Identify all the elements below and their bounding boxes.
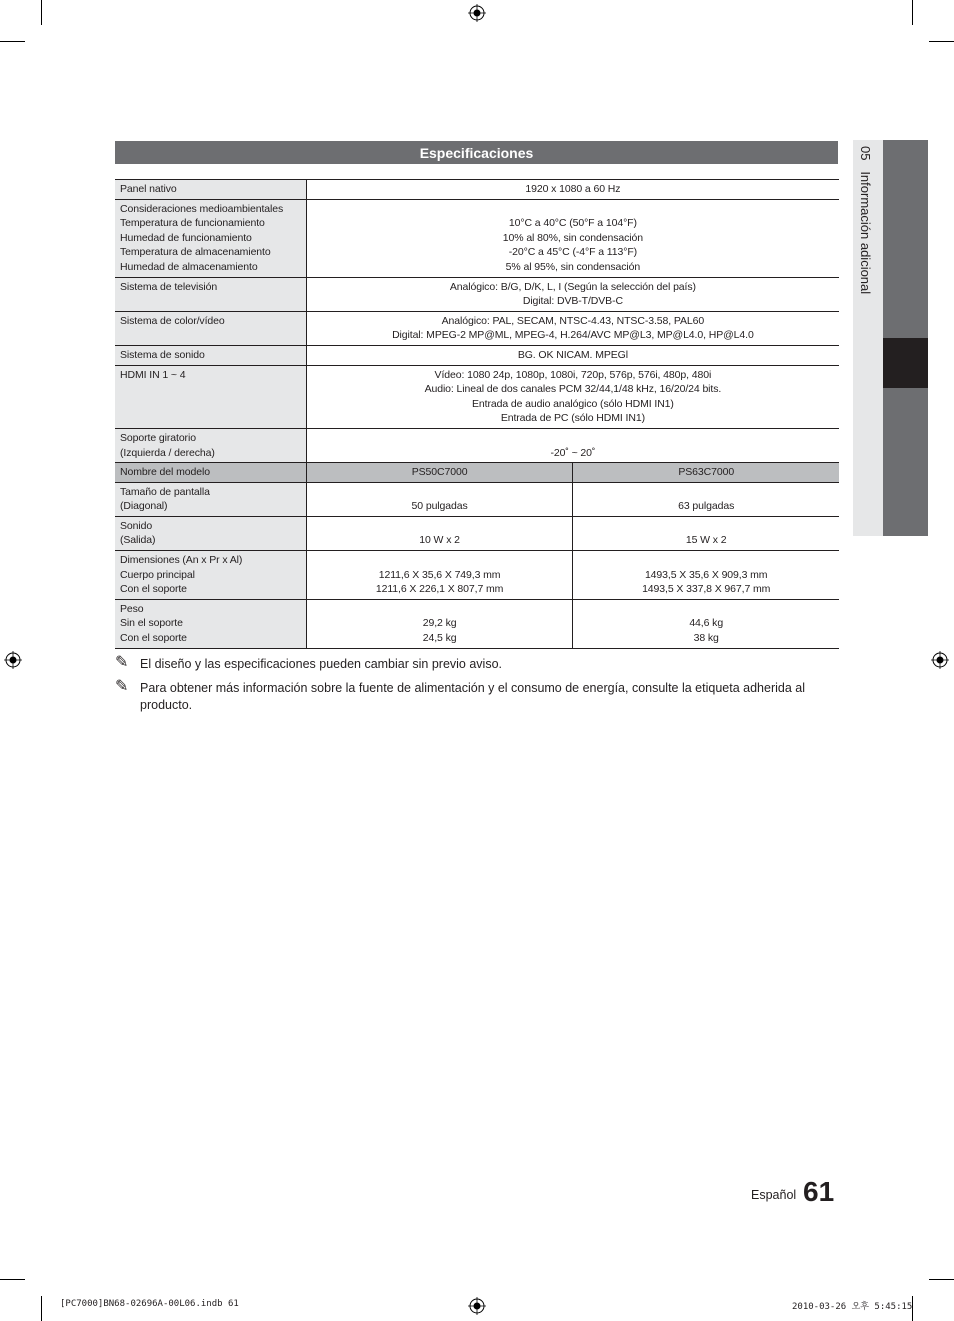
cell-line: 15 W x 2 (685, 534, 727, 547)
spec-value (306, 345, 839, 365)
crop-mark (0, 1279, 25, 1280)
spec-label (115, 345, 306, 365)
spec-value-model-b (573, 599, 839, 648)
spec-label (115, 428, 306, 462)
cell-line: 24,5 kg (422, 632, 457, 645)
cell-line: Analógico: B/G, D/K, L, I (Según la selección del país) (449, 280, 696, 293)
cell-line: 29,2 kg (422, 617, 457, 630)
table-row (115, 516, 839, 550)
cell-line: Cuerpo principal (120, 568, 195, 581)
spec-value-model-a (306, 551, 573, 600)
model-name: PS50C7000 (306, 463, 573, 483)
registration-mark-icon (4, 651, 22, 669)
footer-language: Español (751, 1188, 797, 1202)
cell-line: Soporte giratorio (120, 431, 196, 444)
note-text: El diseño y las especificaciones pueden cambiar sin previo aviso. (140, 657, 502, 671)
cell-line: Temperatura de funcionamiento (120, 217, 265, 230)
spec-value (306, 365, 839, 428)
cell-line: (Salida) (120, 534, 156, 547)
registration-mark-icon (468, 4, 486, 22)
chapter-number: 05 (858, 146, 873, 161)
spec-label (115, 551, 306, 600)
cell-line: Sistema de sonido (120, 348, 205, 361)
registration-mark-icon (468, 1297, 486, 1315)
cell-line: Humedad de almacenamiento (120, 260, 258, 273)
cell-line: (Izquierda / derecha) (120, 446, 215, 459)
table-row (115, 482, 839, 516)
pencil-note-icon: ✎ (115, 654, 129, 671)
model-label: Nombre del modelo (115, 463, 306, 483)
cell-line: 1211,6 X 226,1 X 807,7 mm (375, 583, 504, 596)
cell-line: Sin el soporte (120, 617, 183, 630)
table-row (115, 311, 839, 345)
cell-line: Entrada de audio analógico (sólo HDMI IN1) (471, 397, 674, 410)
notes (115, 656, 835, 721)
spec-value-model-a (306, 599, 573, 648)
cell-line: Consideraciones medioambientales (120, 202, 284, 215)
chapter-title: Información adicional (858, 171, 873, 295)
note-item (115, 656, 835, 673)
cell-line: HDMI IN 1 ~ 4 (120, 368, 186, 381)
cell-line: BG. OK NICAM. MPEGl (517, 348, 628, 361)
spec-value-model-a (306, 516, 573, 550)
table-row (115, 551, 839, 600)
cell-line: -20˚ ~ 20˚ (550, 446, 596, 459)
crop-mark (929, 1279, 954, 1280)
table-row (115, 365, 839, 428)
slug-file: [PC7000]BN68-02696A-00L06.indb 61 (60, 1299, 239, 1309)
cell-line: 5% al 95%, sin condensación (505, 260, 641, 273)
cell-line: 10°C a 40°C (50°F a 104°F) (508, 217, 637, 230)
model-header-row (115, 463, 839, 483)
crop-mark (41, 0, 42, 25)
page-number: 61 (803, 1176, 835, 1207)
note-item (115, 680, 835, 714)
cell-line: Con el soporte (120, 583, 187, 596)
slug-date: 2010-03-26 오후 5:45:15 (792, 1302, 913, 1312)
cell-line: 63 pulgadas (678, 500, 735, 513)
cell-line: Entrada de PC (sólo HDMI IN1) (500, 412, 645, 425)
crop-mark (929, 41, 954, 42)
cell-line: -20°C a 45°C (-4°F a 113°F) (508, 246, 638, 259)
cell-line: 10 W x 2 (419, 534, 460, 547)
side-tab-marker (883, 338, 928, 388)
spec-table (115, 179, 839, 649)
cell-line: Peso (120, 602, 144, 615)
table-row (115, 180, 839, 200)
registration-mark-icon (931, 651, 949, 669)
cell-line: 1211,6 X 35,6 X 749,3 mm (378, 568, 501, 581)
spec-value (306, 311, 839, 345)
cell-line: 10% al 80%, sin condensación (502, 231, 643, 244)
spec-label (115, 516, 306, 550)
spec-value (306, 199, 839, 277)
spec-value (306, 428, 839, 462)
cell-line: Tamaño de pantalla (120, 485, 210, 498)
spec-label (115, 482, 306, 516)
spec-label (115, 311, 306, 345)
pencil-note-icon: ✎ (115, 678, 129, 695)
spec-value-model-b (573, 482, 839, 516)
spec-label (115, 180, 306, 200)
crop-mark (41, 1296, 42, 1321)
table-row (115, 277, 839, 311)
cell-line: 1493,5 X 35,6 X 909,3 mm (644, 568, 768, 581)
cell-line: Panel nativo (120, 183, 177, 195)
section-title: Especificaciones (115, 141, 838, 164)
cell-line: Vídeo: 1080 24p, 1080p, 1080i, 720p, 576p, 576i, 480p, 480i (434, 368, 712, 381)
cell-line: Digital: DVB-T/DVB-C (522, 295, 623, 308)
cell-line: Sonido (120, 519, 153, 532)
cell-line: Humedad de funcionamiento (120, 231, 252, 244)
spec-label (115, 599, 306, 648)
cell-line: 1493,5 X 337,8 X 967,7 mm (642, 583, 771, 596)
spec-value-model-b (573, 551, 839, 600)
cell-line: 1920 x 1080 a 60 Hz (525, 183, 621, 195)
cell-line: Temperatura de almacenamiento (120, 246, 271, 259)
cell-line: Digital: MPEG-2 MP@ML, MPEG-4, H.264/AVC MP@L3, MP@L4.0, HP@L4.0 (392, 329, 754, 342)
cell-line: Audio: Lineal de dos canales PCM 32/44,1/48 kHz, 16/20/24 bits. (424, 383, 722, 396)
cell-line: Dimensiones (An x Pr x Al) (120, 554, 243, 567)
spec-table-body (115, 180, 839, 649)
cell-line: 50 pulgadas (411, 500, 468, 513)
cell-line: Sistema de color/vídeo (120, 314, 225, 327)
side-tab-label (858, 146, 873, 294)
spec-label (115, 365, 306, 428)
cell-line: Sistema de televisión (120, 280, 218, 293)
cell-line: Analógico: PAL, SECAM, NTSC-4.43, NTSC-3.58, PAL60 (441, 314, 705, 327)
crop-mark (0, 41, 25, 42)
spec-value-model-b (573, 516, 839, 550)
cell-line: (Diagonal) (120, 500, 168, 513)
model-name: PS63C7000 (573, 463, 839, 483)
cell-line: 44,6 kg (689, 617, 724, 630)
cell-line: Con el soporte (120, 632, 187, 645)
crop-mark (912, 0, 913, 25)
table-row (115, 199, 839, 277)
spec-value-model-a (306, 482, 573, 516)
spec-label (115, 277, 306, 311)
spec-value (306, 180, 839, 200)
spec-label (115, 199, 306, 277)
cell-line: 38 kg (693, 632, 719, 645)
table-row (115, 599, 839, 648)
note-text: Para obtener más información sobre la fuente de alimentación y el consumo de energía, consulte la etiqueta adherida al producto. (140, 681, 805, 712)
spec-value (306, 277, 839, 311)
table-row (115, 428, 839, 462)
table-row (115, 345, 839, 365)
